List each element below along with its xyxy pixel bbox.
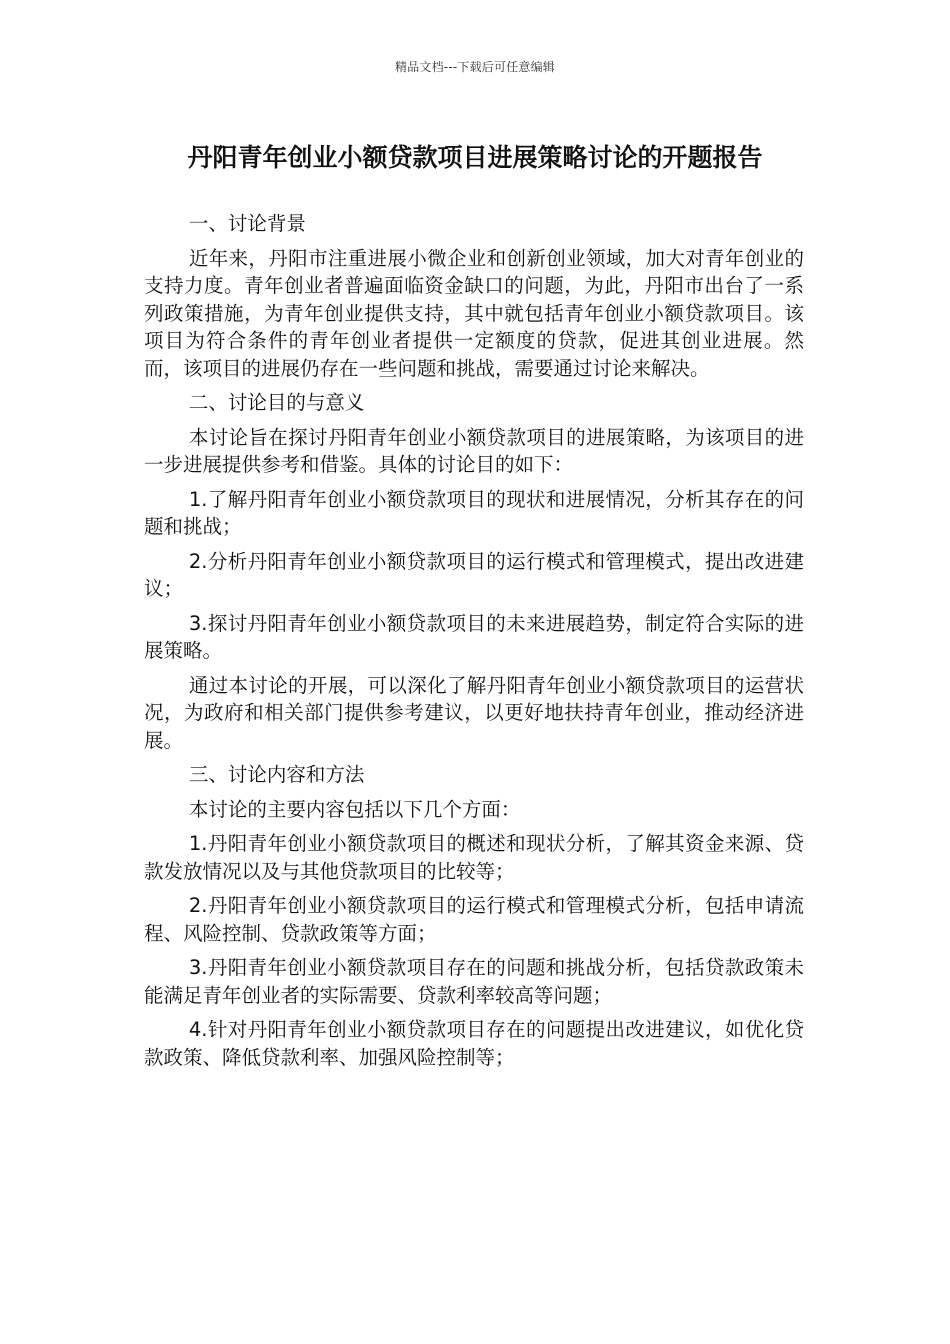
section-heading-background: 一、讨论背景: [188, 212, 306, 235]
paragraph-purpose-item-3: 3.探讨丹阳青年创业小额贷款项目的未来进展趋势，制定符合实际的进展策略。: [144, 611, 804, 662]
paragraph-background: 近年来，丹阳市注重进展小微企业和创新创业领域，加大对青年创业的支持力度。青年创业者普遍面临资金缺口的问题，为此，丹阳市出台了一系列政策措施，为青年创业提供支持，其中就包括青年创业小额贷款项目。该项目为符合条件的青年创业者提供一定额度的贷款，促进其创业进展。然而，该项目的进展仍存在一些问题和挑战，需要通过讨论来解决。: [144, 246, 804, 380]
paragraph-purpose-significance: 通过本讨论的开展，可以深化了解丹阳青年创业小额贷款项目的运营状况，为政府和相关部门提供参考建议，以更好地扶持青年创业，推动经济进展。: [144, 673, 804, 752]
paragraph-content-intro: 本讨论的主要内容包括以下几个方面：: [188, 797, 521, 821]
section-heading-content-methods: 三、讨论内容和方法: [188, 763, 365, 786]
header-note: 精品文档---下载后可任意编辑: [395, 60, 555, 74]
paragraph-purpose-item-2: 2.分析丹阳青年创业小额贷款项目的运行模式和管理模式，提出改进建议；: [144, 549, 804, 600]
paragraph-content-item-3: 3.丹阳青年创业小额贷款项目存在的问题和挑战分析，包括贷款政策未能满足青年创业者的实际需要、贷款利率较高等问题；: [144, 956, 804, 1007]
document-body: [144, 210, 804, 1078]
paragraph-purpose-intro: 本讨论旨在探讨丹阳青年创业小额贷款项目的进展策略，为该项目的进一步进展提供参考和借鉴。具体的讨论目的如下：: [144, 425, 804, 476]
paragraph-content-item-2: 2.丹阳青年创业小额贷款项目的运行模式和管理模式分析，包括申请流程、风险控制、贷款政策等方面；: [144, 894, 804, 945]
paragraph-content-item-1: 1.丹阳青年创业小额贷款项目的概述和现状分析，了解其资金来源、贷款发放情况以及与其他贷款项目的比较等；: [144, 832, 804, 883]
section-heading-purpose: 二、讨论目的与意义: [188, 391, 365, 414]
document-title: 丹阳青年创业小额贷款项目进展策略讨论的开题报告: [187, 143, 763, 172]
paragraph-content-item-4: 4.针对丹阳青年创业小额贷款项目存在的问题提出改进建议，如优化贷款政策、降低贷款利率、加强风险控制等；: [144, 1018, 804, 1069]
paragraph-purpose-item-1: 1.了解丹阳青年创业小额贷款项目的现状和进展情况，分析其存在的问题和挑战；: [144, 487, 804, 538]
